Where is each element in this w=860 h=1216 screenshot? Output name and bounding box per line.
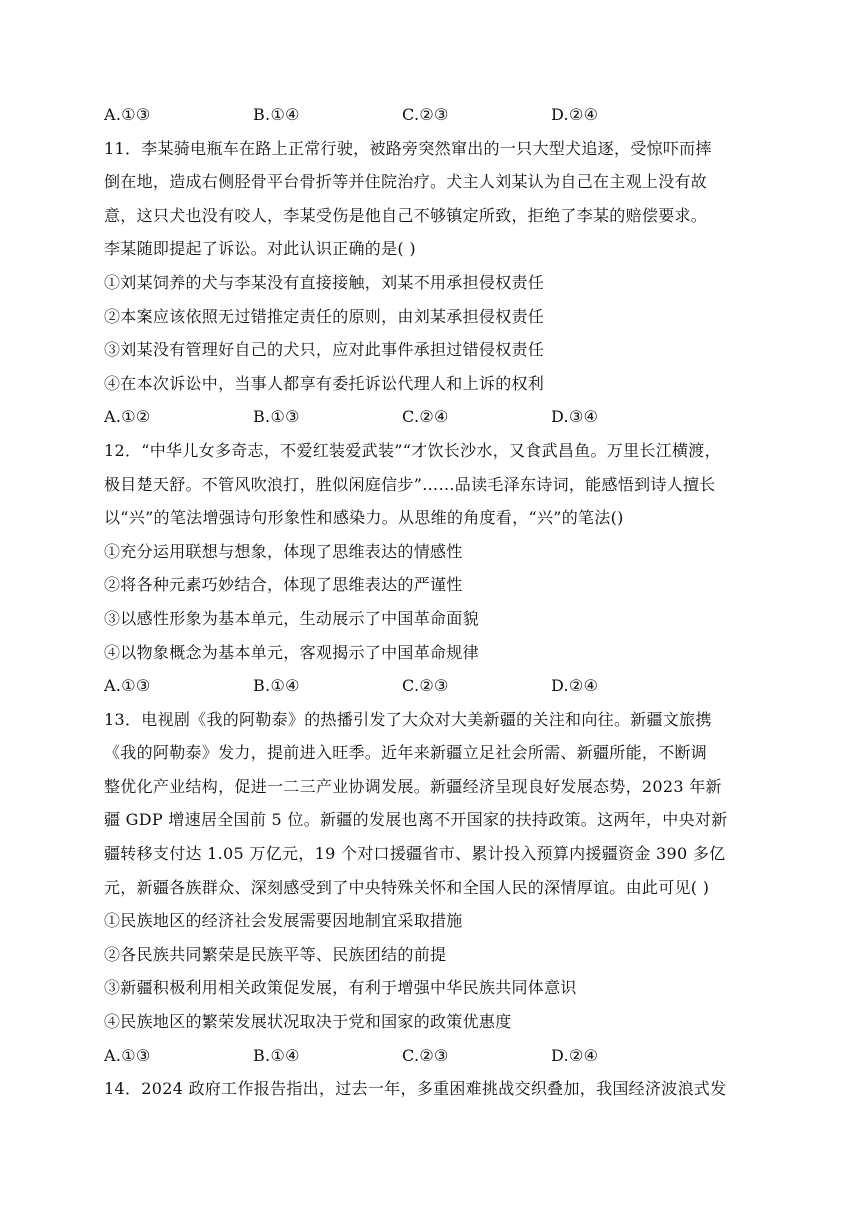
- q12-statement-1: ①充分运用联想与想象，体现了思维表达的情感性: [104, 541, 463, 561]
- q13-option-c: C.②③: [402, 1045, 449, 1065]
- q10-options: [104, 98, 764, 132]
- q11-option-d: D.③④: [551, 407, 599, 427]
- q11-stem-line-2: 倒在地，造成右侧胫骨平台骨折等并住院治疗。犬主人刘某认为自己在主观上没有故: [104, 172, 708, 192]
- q13-statement-3: ③新疆积极利用相关政策促发展，有利于增强中华民族共同体意识: [104, 978, 577, 998]
- q13-option-b: B.①④: [253, 1045, 300, 1065]
- q11-statement-1: ①刘某饲养的犬与李某没有直接接触，刘某不用承担侵权责任: [104, 272, 545, 292]
- q11-option-a: A.①②: [104, 407, 151, 427]
- q10-option-c: C.②③: [402, 105, 449, 124]
- q13-stem-line-4: 疆 GDP 增速居全国前 5 位。新疆的发展也离不开国家的扶持政策。这两年，中央对新: [104, 810, 728, 830]
- q12-option-b: B.①④: [253, 676, 300, 696]
- q12-statement-4: ④以物象概念为基本单元，客观揭示了中国革命规律: [104, 642, 479, 662]
- exam-page: [104, 98, 764, 1106]
- q11-statement-4: ④在本次诉讼中，当事人都享有委托诉讼代理人和上诉的权利: [104, 373, 545, 393]
- q13-stem-line-3: 整优化产业结构，促进一二三产业协调发展。新疆经济呈现良好发展态势，2023 年新: [104, 776, 722, 796]
- q12-option-d: D.②④: [551, 676, 599, 696]
- q12-statement-2: ②将各种元素巧妙结合，体现了思维表达的严谨性: [104, 575, 463, 595]
- q13-stem-line-2: 《我的阿勒泰》发力，提前进入旺季。近年来新疆立足社会所需、新疆所能，不断调: [104, 743, 708, 763]
- q11-statement-2: ②本案应该依照无过错推定责任的原则，由刘某承担侵权责任: [104, 306, 545, 326]
- q13-option-a: A.①③: [104, 1045, 151, 1065]
- q13-stem-line-1: 13．电视剧《我的阿勒泰》的热播引发了大众对大美新疆的关注和向往。新疆文旅携: [104, 709, 712, 729]
- q12-option-a: A.①③: [104, 676, 151, 696]
- q12-options: [104, 669, 764, 703]
- q12-option-c: C.②③: [402, 676, 449, 696]
- q11-stem-line-1: 11．李某骑电瓶车在路上正常行驶，被路旁突然窜出的一只大型犬追逐，受惊吓而摔: [104, 138, 712, 158]
- q12-statement-3: ③以感性形象为基本单元，生动展示了中国革命面貌: [104, 608, 479, 628]
- q11-statement-3: ③刘某没有管理好自己的犬只，应对此事件承担过错侵权责任: [104, 340, 545, 360]
- q11-option-c: C.②④: [402, 407, 449, 427]
- q11-stem-line-4: 李某随即提起了诉讼。对此认识正确的是( ): [104, 239, 416, 259]
- q13-stem-line-6: 元，新疆各族群众、深刻感受到了中央特殊关怀和全国人民的深情厚谊。由此可见( ): [104, 877, 710, 897]
- q12-stem-line-1: 12．“中华儿女多奇志，不爱红装爱武装”“才饮长沙水，又食武昌鱼。万里长江横渡，: [104, 440, 721, 460]
- q13-stem-line-5: 疆转移支付达 1.05 万亿元，19 个对口援疆省市、累计投入预算内援疆资金 390 多亿: [104, 844, 726, 864]
- q10-option-a: A.①③: [104, 105, 151, 124]
- q13-statement-4: ④民族地区的繁荣发展状况取决于党和国家的政策优惠度: [104, 1012, 512, 1032]
- q14-stem-line-1: 14．2024 政府工作报告指出，过去一年，多重困难挑战交织叠加，我国经济波浪式发: [104, 1079, 727, 1099]
- q11-stem-line-3: 意，这只犬也没有咬人，李某受伤是他自己不够镇定所致，拒绝了李某的赔偿要求。: [104, 205, 708, 225]
- q13-statement-1: ①民族地区的经济社会发展需要因地制宜采取措施: [104, 911, 463, 931]
- question-13: [104, 703, 764, 1073]
- q12-stem-line-2: 极目楚天舒。不管风吹浪打，胜似闲庭信步”……品读毛泽东诗词，能感悟到诗人擅长: [104, 474, 716, 494]
- question-11: [104, 132, 764, 434]
- q10-option-b: B.①④: [253, 105, 300, 124]
- q11-options: [104, 400, 764, 434]
- q13-option-d: D.②④: [551, 1045, 599, 1065]
- q13-statement-2: ②各民族共同繁荣是民族平等、民族团结的前提: [104, 944, 447, 964]
- question-12: [104, 434, 764, 703]
- q13-options: [104, 1039, 764, 1073]
- q10-option-d: D.②④: [551, 105, 599, 124]
- q12-stem-line-3: 以“兴”的笔法增强诗句形象性和感染力。从思维的角度看，“兴”的笔法(): [104, 508, 624, 528]
- q11-option-b: B.①③: [253, 407, 300, 427]
- question-14: [104, 1072, 764, 1106]
